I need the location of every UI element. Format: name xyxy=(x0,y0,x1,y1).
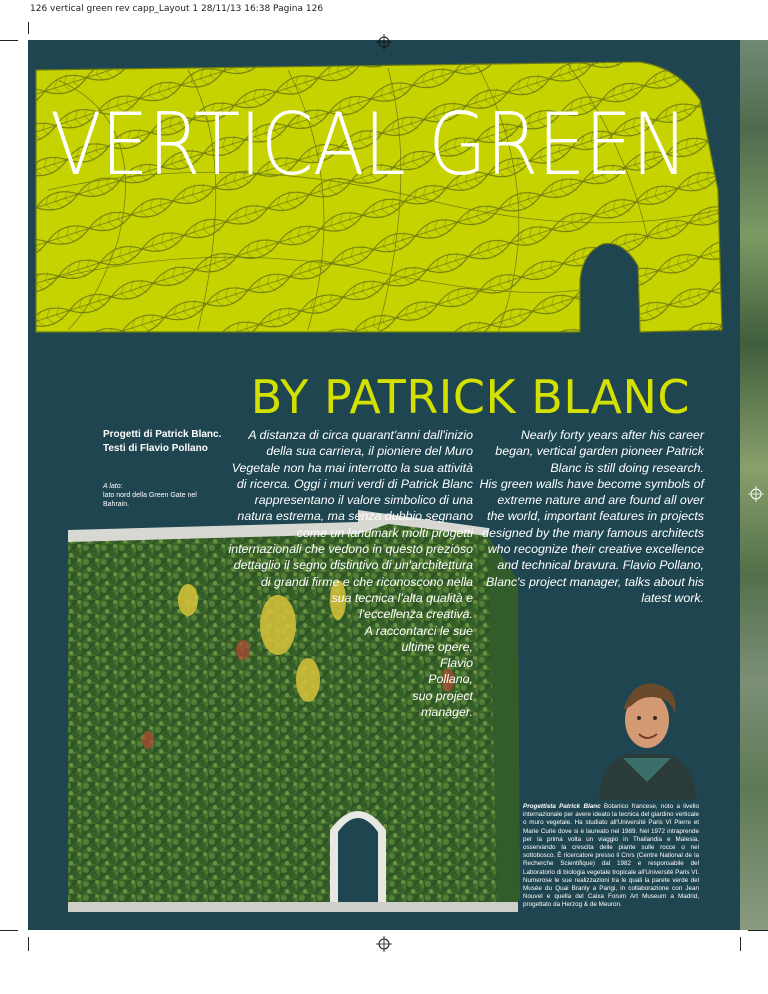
italian-intro xyxy=(223,427,473,720)
subtitle: BY PATRICK BLANC xyxy=(250,370,690,424)
english-intro-line: His green walls have become symbols of xyxy=(479,476,704,491)
italian-intro-line: Flavio xyxy=(439,656,473,671)
registration-mark-icon xyxy=(748,486,764,502)
english-intro-line: began, vertical garden pioneer Patrick xyxy=(495,444,704,459)
italian-intro-line: della sua carriera, il pioniere del Muro xyxy=(266,444,473,459)
english-intro-line: and technical bravura. Flavio Pollano, xyxy=(497,558,704,573)
italian-intro-line: come un landmark molti progetti xyxy=(296,525,473,540)
magazine-name: TOPSCAPE 14 xyxy=(131,936,199,946)
italian-intro-line: manager. xyxy=(421,705,473,720)
bio-caption xyxy=(523,803,699,910)
crop-mark xyxy=(748,930,768,931)
italian-intro-line: A raccontarci le sue xyxy=(364,623,473,638)
italian-intro-line: di grandi firme e che riconoscono nella xyxy=(260,574,473,589)
crop-mark xyxy=(740,937,741,951)
adjacent-page-photo xyxy=(740,40,768,930)
magazine-page xyxy=(28,40,740,952)
registration-mark-icon xyxy=(376,936,392,952)
english-intro-line: extreme nature and are found all over xyxy=(497,493,704,508)
side-caption-text: lato nord della Green Gate nel Bahrain. xyxy=(103,492,197,508)
english-intro-line: latest work. xyxy=(641,590,704,605)
italian-intro-line: Pollano, xyxy=(428,672,473,687)
english-intro-line: Blanc is still doing research. xyxy=(550,460,704,475)
italian-intro-line: rappresentano il valore simbolico di una xyxy=(254,493,473,508)
bio-text: Botanico francese, noto a livello internazionale per avere ideato la tecnica del giardino verticale o muro vegetale. Ha studiato all'Université Paris VI Pierre et Marie Curie dove si è laureato nel 1989. Nel 1972 intraprende per la prima volta un viaggio in Thailandia e Malesia, osservando la crescita delle piante sulle rocce o nel sottobosco. È ricercatore presso il Cnrs (Centre National de la Recherche Scientifique) dal 1982 e responsabile del Laboratorio di biologia vegetale tropicale all'Université Paris VI. Numerose le sue realizzazioni tra le quali la parete verde del Musée du Quai Branly a Parigi, in collaborazione con Jean Nouvel e quella del Caixa Forum Art Museum a Madrid, progettato da Herzog & de Meuron. xyxy=(523,803,699,909)
crop-mark xyxy=(28,22,29,34)
italian-intro-line: sua tecnica l'alta qualità e xyxy=(331,590,473,605)
portrait-photo xyxy=(593,662,701,800)
italian-intro-line: ultime opere, xyxy=(401,639,473,654)
english-intro xyxy=(458,427,704,606)
italian-intro-line: suo project xyxy=(412,688,473,703)
english-intro-line: the world, important features in projects xyxy=(487,509,704,524)
italian-intro-line: natura estrema, ma senza dubbio segnano xyxy=(237,509,473,524)
italian-intro-line: dettaglio il segno distintivo di un'architettura xyxy=(233,558,473,573)
registration-mark-icon xyxy=(2,486,18,502)
italian-intro-line: internazionali che vedono in questo prezioso xyxy=(228,542,473,557)
credits-line: Testi di Flavio Pollano xyxy=(103,443,208,454)
page-number: 126 xyxy=(100,930,137,952)
italian-intro-line: l'eccellenza creativa. xyxy=(359,607,473,622)
english-intro-line: who recognize their creative excellence xyxy=(487,542,704,557)
bio-lead: Progettista Patrick Blanc xyxy=(523,803,601,810)
italian-intro-line: di ricerca. Oggi i muri verdi di Patrick Blanc xyxy=(236,476,473,491)
italian-intro-line: Vegetale non ha mai interrotto la sua attività xyxy=(231,460,473,475)
side-caption-heading: A lato: xyxy=(103,483,123,490)
crop-mark xyxy=(0,930,18,931)
english-intro-line: Nearly forty years after his career xyxy=(520,428,704,442)
registration-mark-icon xyxy=(376,34,392,50)
credits-line: Progetti di Patrick Blanc. xyxy=(103,429,222,440)
crop-mark xyxy=(0,40,18,41)
main-title: VERTICAL GREEN xyxy=(50,95,688,195)
print-slug: 126 vertical green rev capp_Layout 1 28/11/13 16:38 Pagina 126 xyxy=(30,4,324,14)
english-intro-line: designed by the many famous architects xyxy=(482,525,704,540)
english-intro-line: Blanc's project manager, talks about his xyxy=(486,574,704,589)
crop-mark xyxy=(28,937,29,951)
italian-intro-line: A distanza di circa quarant'anni dall'inizio xyxy=(248,428,473,442)
